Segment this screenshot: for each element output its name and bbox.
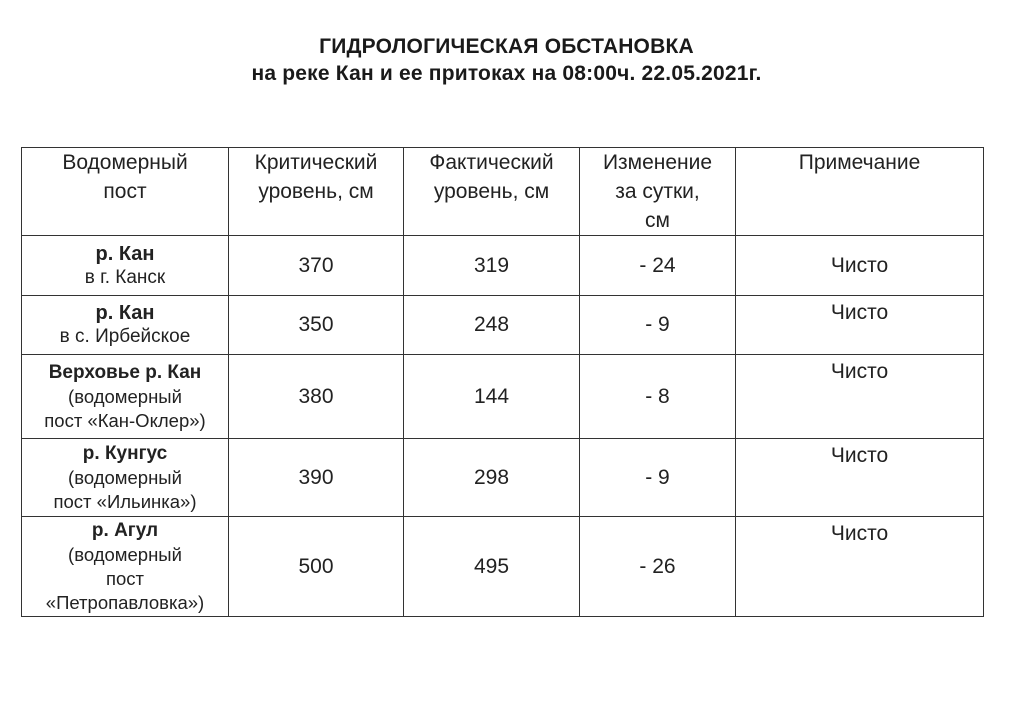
post-desc: пост — [105, 567, 145, 589]
header-actual-line-2: уровень, см — [433, 180, 550, 203]
header-note — [736, 148, 984, 236]
table-row — [22, 236, 984, 296]
daily-change: - 8 — [580, 355, 736, 439]
post-desc: «Петропавловка») — [45, 591, 205, 613]
table-row — [22, 296, 984, 355]
actual-level: 495 — [404, 517, 580, 617]
post-cell — [22, 517, 229, 617]
table-row — [22, 355, 984, 439]
table-row — [22, 439, 984, 517]
post-name: р. Кан — [95, 302, 155, 324]
header-change-line-1: Изменение — [602, 151, 713, 174]
daily-change: - 9 — [580, 296, 736, 355]
header-change — [580, 148, 736, 236]
actual-level: 319 — [404, 236, 580, 296]
post-desc: (водомерный — [68, 385, 182, 407]
header-row — [22, 148, 984, 236]
critical-level: 350 — [229, 296, 404, 355]
post-cell — [22, 236, 229, 296]
title-line-2: на реке Кан и ее притоках на 08:00ч. 22.05.2021г. — [251, 62, 762, 85]
post-name: р. Агул — [91, 519, 159, 541]
actual-level: 144 — [404, 355, 580, 439]
post-name: Верховье р. Кан — [48, 361, 202, 383]
actual-level: 298 — [404, 439, 580, 517]
daily-change: - 24 — [580, 236, 736, 296]
document-title — [0, 33, 1013, 87]
header-actual-line-1: Фактический — [429, 151, 554, 174]
header-actual — [404, 148, 580, 236]
table-row — [22, 517, 984, 617]
note: Чисто — [736, 439, 984, 517]
note: Чисто — [736, 517, 984, 617]
post-cell — [22, 439, 229, 517]
daily-change: - 9 — [580, 439, 736, 517]
header-critical — [229, 148, 404, 236]
post-desc: (водомерный — [68, 543, 182, 565]
note: Чисто — [736, 296, 984, 355]
header-critical-line-2: уровень, см — [258, 180, 374, 203]
hydrology-table — [21, 147, 984, 617]
daily-change: - 26 — [580, 517, 736, 617]
post-name: р. Кунгус — [82, 442, 168, 464]
header-change-line-2: за сутки, — [615, 180, 700, 203]
post-cell — [22, 355, 229, 439]
post-desc: (водомерный — [68, 466, 182, 488]
header-critical-line-1: Критический — [254, 151, 378, 174]
title-line-1: ГИДРОЛОГИЧЕСКАЯ ОБСТАНОВКА — [319, 35, 694, 58]
post-desc: в с. Ирбейское — [59, 326, 191, 347]
header-post — [22, 148, 229, 236]
note: Чисто — [736, 236, 984, 296]
critical-level: 500 — [229, 517, 404, 617]
post-cell — [22, 296, 229, 355]
note: Чисто — [736, 355, 984, 439]
post-desc: пост «Ильинка») — [53, 490, 197, 512]
critical-level: 370 — [229, 236, 404, 296]
header-post-line-1: Водомерный — [62, 151, 188, 174]
critical-level: 380 — [229, 355, 404, 439]
header-change-line-3: см — [645, 209, 670, 232]
post-desc: в г. Канск — [84, 266, 166, 288]
post-desc: пост «Кан-Оклер») — [44, 409, 206, 431]
critical-level: 390 — [229, 439, 404, 517]
actual-level: 248 — [404, 296, 580, 355]
post-name: р. Кан — [95, 242, 155, 265]
header-post-line-2: пост — [103, 180, 147, 203]
header-note-text: Примечание — [798, 151, 921, 174]
